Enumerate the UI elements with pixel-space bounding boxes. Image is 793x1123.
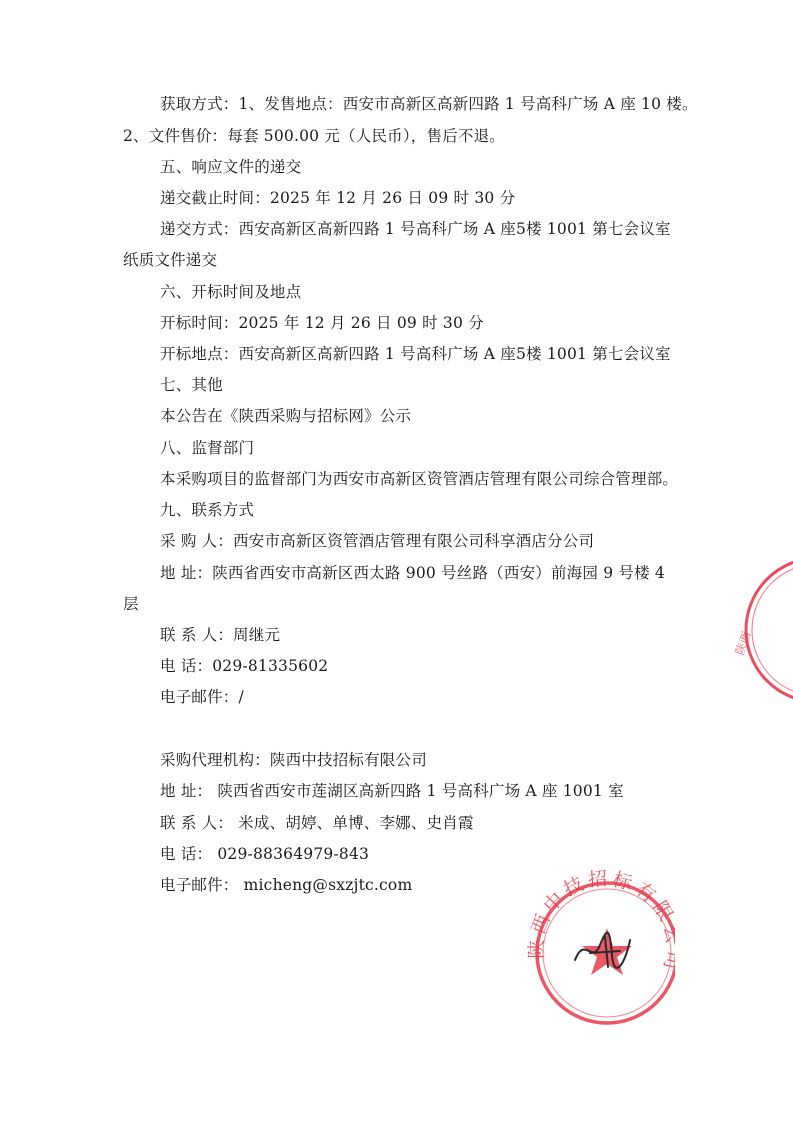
text-line: 2、文件售价：每套 500.00 元（人民币），售后不退。 [123,127,506,145]
text-line: 联 系 人： 米成、胡婷、单博、李娜、史肖霞 [160,814,474,832]
handwritten-signature [570,925,640,975]
text-line: 获取方式：1、发售地点：西安市高新区高新四路 1 号高科广场 A 座 10 楼。 [160,95,698,113]
text-line: 电子邮件：/ [160,688,244,706]
text-line: 采购代理机构：陕西中技招标有限公司 [160,751,427,769]
text-line: 地 址：陕西省西安市高新区西太路 900 号丝路（西安）前海园 9 号楼 4 [160,564,665,582]
section-heading: 九、联系方式 [160,501,255,519]
svg-text:陕西中技招标有限公司: 陕西中技招标有 [525,867,663,959]
text-line: 开标地点：西安高新区高新四路 1 号高科广场 A 座5楼 1001 第七会议室 [160,345,671,363]
text-line: 联 系 人：周继元 [160,626,281,644]
text-line: 地 址： 陕西省西安市莲湖区高新四路 1 号高科广场 A 座 1001 室 [160,782,624,800]
text-line: 递交方式：西安高新区高新四路 1 号高科广场 A 座5楼 1001 第七会议室 [160,220,671,238]
text-line: 层 [123,595,139,613]
section-heading: 八、监督部门 [160,439,255,457]
text-line: 电 话：029-81335602 [160,657,329,675]
section-heading: 五、响应文件的递交 [160,158,302,176]
text-line: 采 购 人：西安市高新区资管酒店管理有限公司科享酒店分公司 [160,532,595,550]
svg-text:陕西: 陕西 [733,629,755,658]
text-line: 电 话： 029-88364979-843 [160,845,370,863]
text-line: 电子邮件： micheng@sxzjtc.com [160,876,413,894]
section-heading: 六、开标时间及地点 [160,283,302,301]
text-line: 纸质文件递交 [123,251,218,269]
text-line: 本公告在《陕西采购与招标网》公示 [160,407,412,425]
text-line: 递交截止时间：2025 年 12 月 26 日 09 时 30 分 [160,189,516,207]
section-heading: 七、其他 [160,376,223,394]
text-line: 本采购项目的监督部门为西安市高新区资管酒店管理有限公司综合管理部。 [160,470,679,488]
text-line: 开标时间：2025 年 12 月 26 日 09 时 30 分 [160,314,484,332]
seal-edge-stamp [733,560,793,700]
